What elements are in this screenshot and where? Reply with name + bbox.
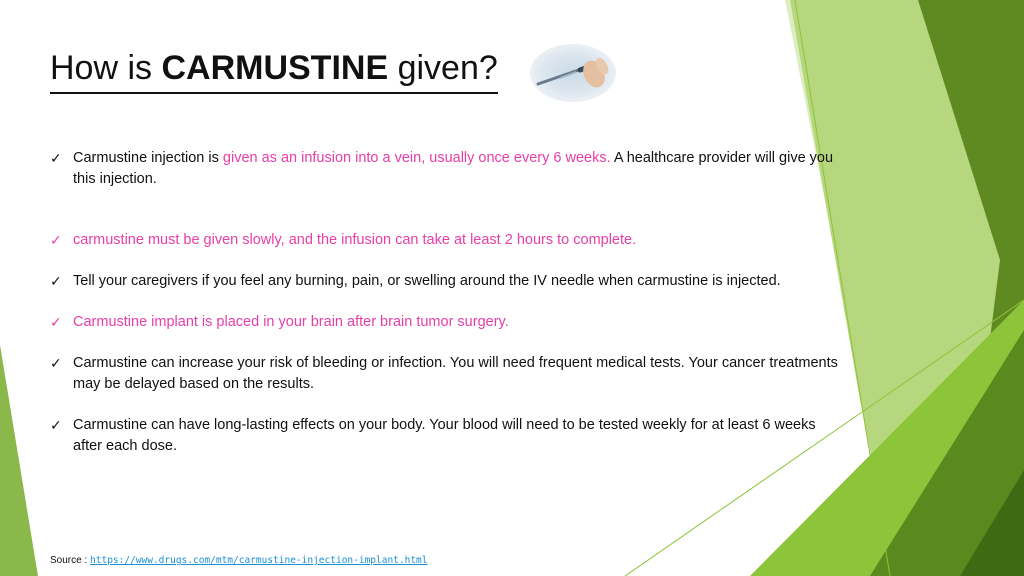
bullet-highlight: carmustine must be given slowly, and the infusion can take at least 2 hours to complete.	[73, 232, 637, 248]
bullet-highlight: given as an infusion into a vein, usually once every 6 weeks.	[222, 150, 611, 166]
bullet-text-continued: A healthcare provider will give you this injection.	[73, 150, 834, 187]
bullet-item-5	[50, 353, 840, 395]
bullet-text: Carmustine injection is	[73, 150, 223, 166]
bullet-item-4	[50, 312, 840, 333]
source-label: Source :	[50, 555, 91, 566]
bullet-list	[50, 148, 840, 457]
bullet-text: Carmustine can increase your risk of bleeding or infection. You will need frequent medical tests. Your cancer treatments may be delayed based on the results.	[73, 355, 838, 392]
title-prefix: How is	[50, 49, 162, 87]
bullet-item-6	[50, 415, 840, 457]
bullet-item-1	[50, 148, 840, 190]
syringe-injection-icon	[530, 44, 616, 102]
source-citation	[50, 555, 427, 566]
checkmark-icon: ✓	[50, 150, 62, 166]
title-drug-name: CARMUSTINE	[161, 49, 389, 87]
source-link[interactable]: https://www.drugs.com/mtm/carmustine-injection-implant.html	[90, 555, 428, 566]
bullet-highlight: Carmustine implant is placed in your brain after brain tumor surgery.	[73, 314, 509, 330]
bullet-text: Tell your caregivers if you feel any burning, pain, or swelling around the IV needle when carmustine is injected.	[73, 273, 781, 289]
title-suffix: given?	[388, 49, 498, 87]
green-shape-left-sliver	[0, 345, 38, 576]
bullet-item-3	[50, 271, 840, 292]
checkmark-icon: ✓	[50, 355, 62, 371]
checkmark-icon: ✓	[50, 417, 62, 433]
checkmark-icon: ✓	[50, 314, 62, 330]
page-title	[50, 46, 498, 94]
bullet-text: Carmustine can have long-lasting effects on your body. Your blood will need to be tested weekly for at least 6 weeks after each dose.	[73, 417, 816, 454]
checkmark-icon: ✓	[50, 273, 62, 289]
bullet-item-2	[50, 230, 840, 251]
checkmark-icon: ✓	[50, 232, 62, 248]
